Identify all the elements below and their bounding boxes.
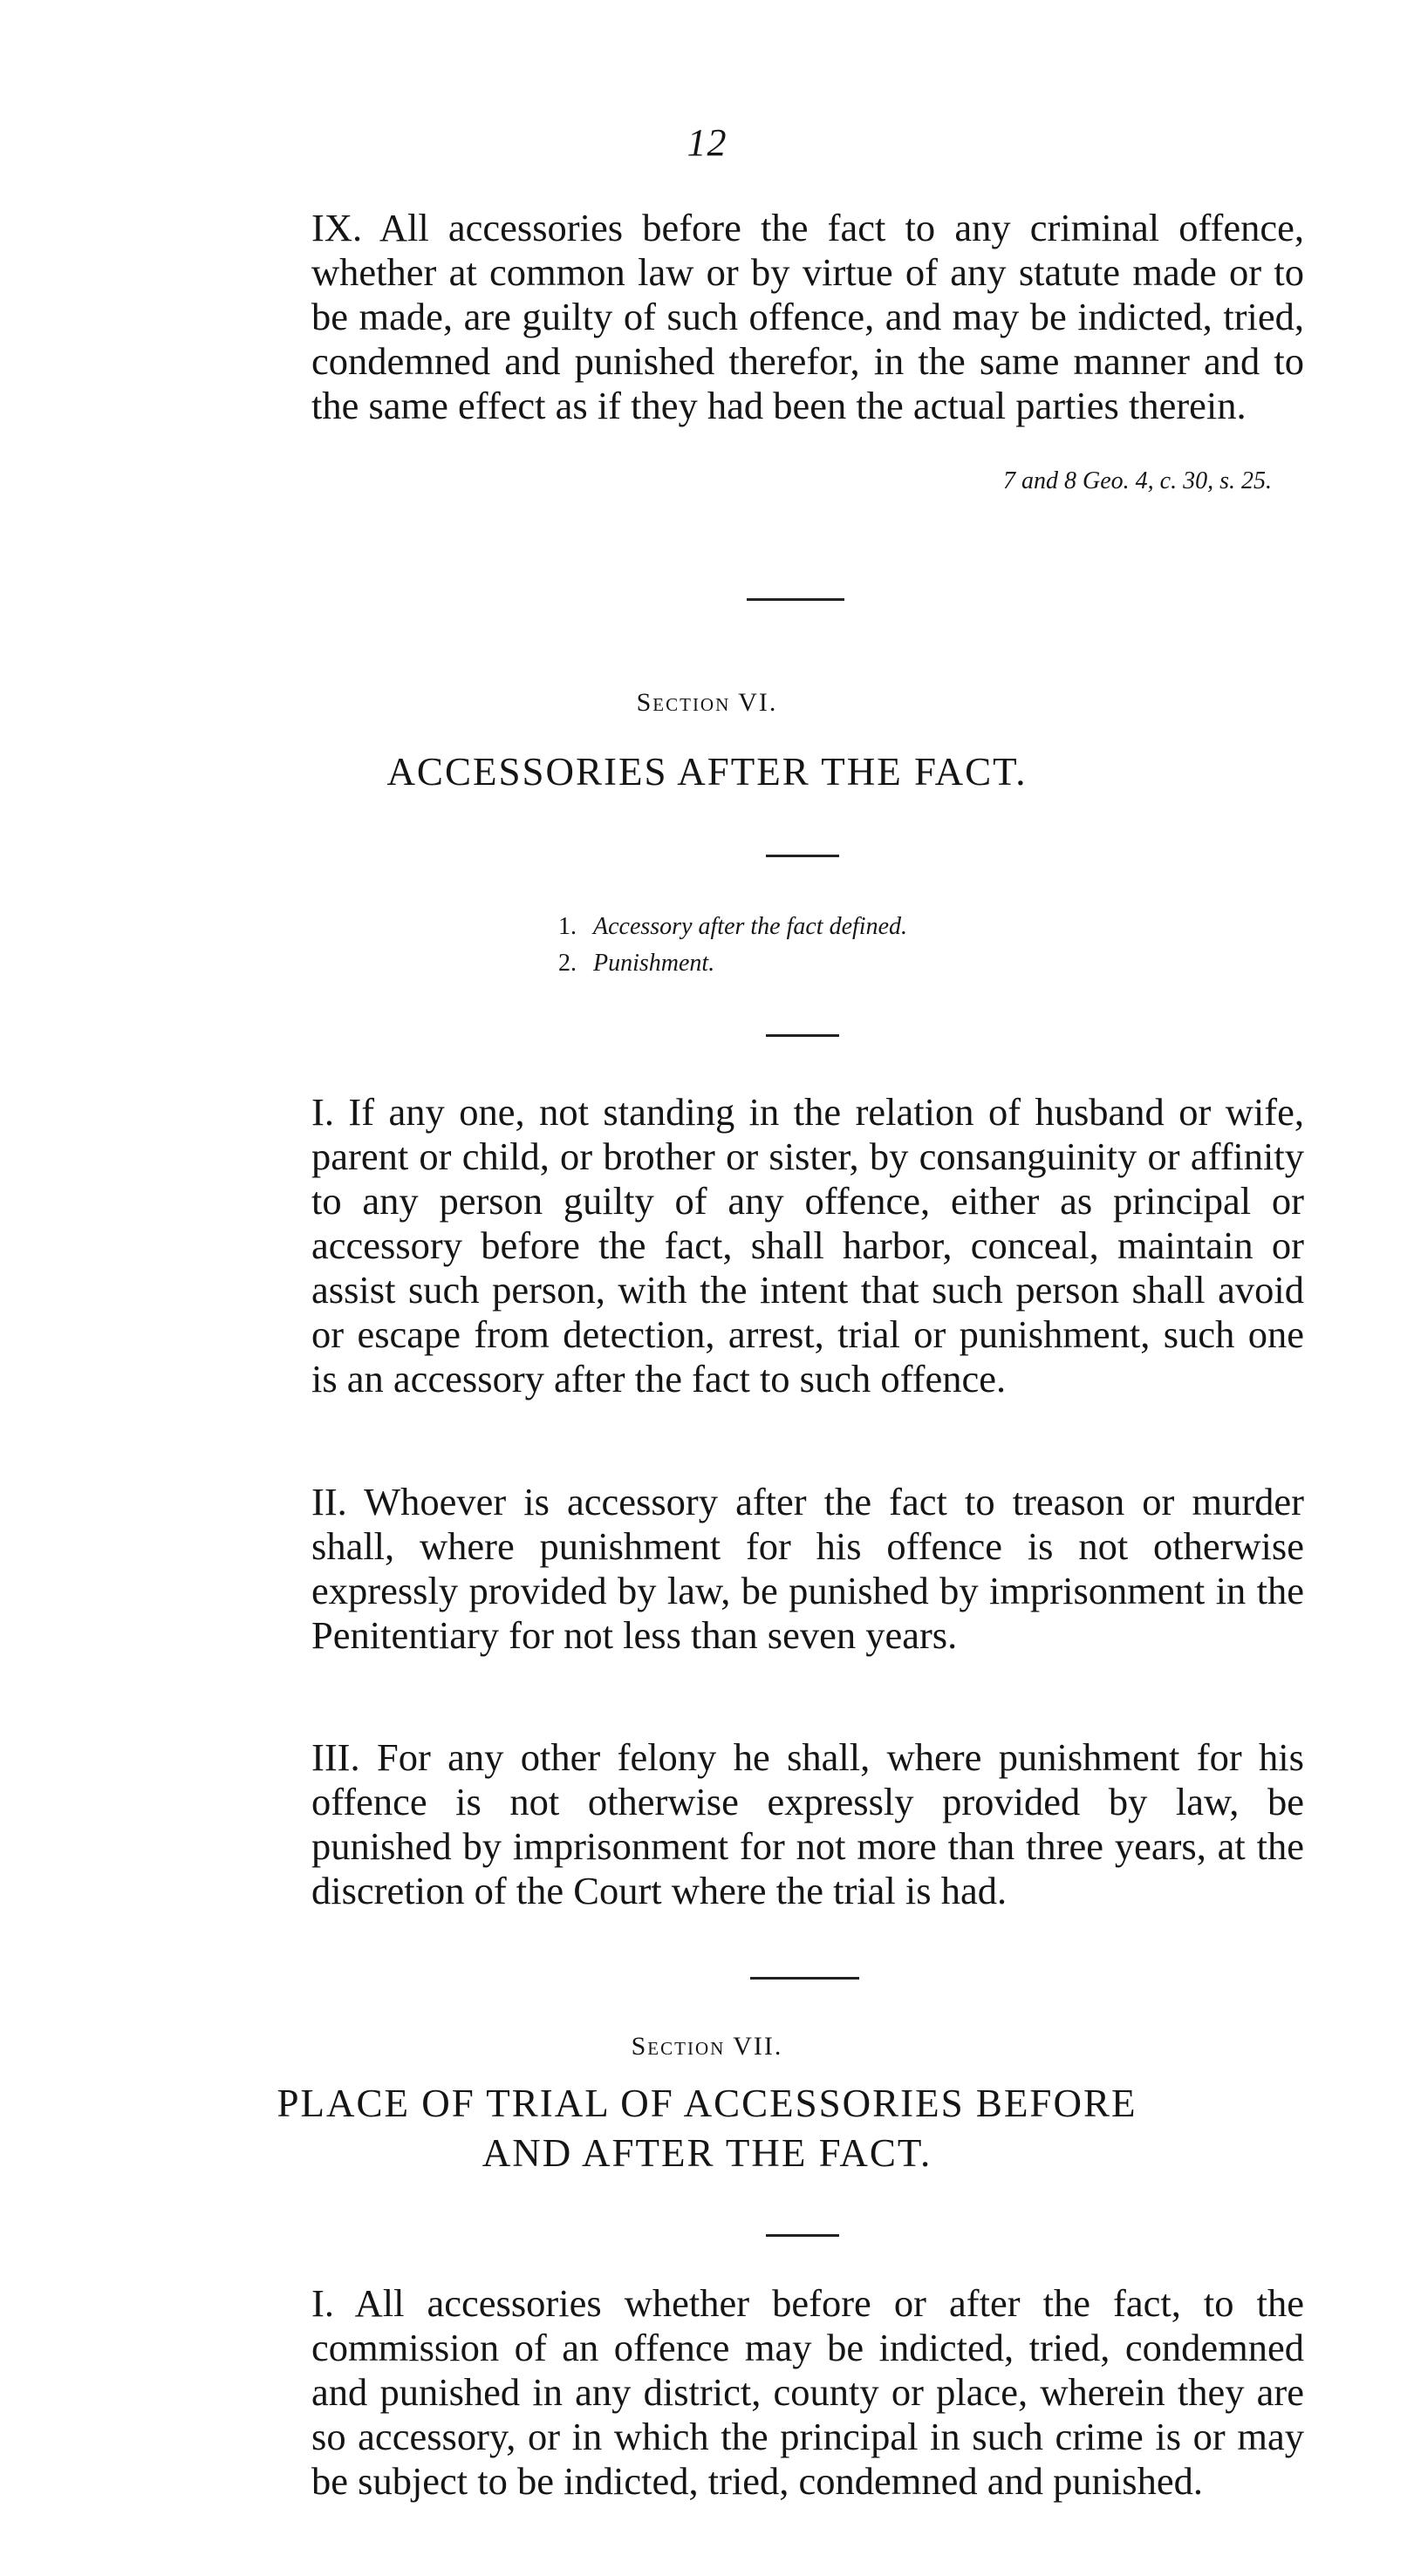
contents-divider [766, 1034, 839, 1037]
contents-item-number: 2. [558, 950, 577, 977]
heading-divider [766, 2234, 839, 2237]
contents-item [558, 909, 907, 945]
section-vi-contents [558, 909, 907, 982]
section-vi-paragraph-ii: II. Whoever is accessory after the fact to treason or murder shall, where punishment for his offence is not otherwise expressly provided by law, be punished by imprisonment in the Penitentiary for not less than seven years. [311, 1480, 1304, 1657]
section-divider [747, 598, 844, 601]
contents-item-text: Punishment. [593, 950, 715, 977]
section-vi-paragraph-iii: III. For any other felony he shall, where punishment for his offence is not otherwise expressly provided by law, be punished by imprisonment for not more than three years, at the discretion of the Court where the trial is had. [311, 1735, 1304, 1912]
section-vi-heading: ACCESSORIES AFTER THE FACT. [386, 750, 1028, 794]
contents-item-number: 1. [558, 913, 577, 940]
page-number: 12 [687, 121, 727, 164]
section-divider [750, 1977, 859, 1980]
section-vi-label: Section VI. [636, 688, 778, 717]
contents-item [558, 945, 907, 982]
contents-item-text: Accessory after the fact defined. [593, 913, 907, 940]
heading-divider [766, 855, 839, 857]
paragraph-ix: IX. All accessories before the fact to any criminal offence, whether at common law or by virtue of any statute made or to be made, are guilty of such offence, and may be indicted, tried, condemned and punished therefor, in the same manner and to the same effect as if they had been the actual parties therein. [311, 206, 1304, 427]
section-vii-label: Section VII. [631, 2032, 783, 2061]
section-vii-heading-line2: AND AFTER THE FACT. [482, 2131, 932, 2175]
statute-citation: 7 and 8 Geo. 4, c. 30, s. 25. [1003, 467, 1272, 494]
section-vi-paragraph-i: I. If any one, not standing in the relation of husband or wife, parent or child, or brother or sister, by consanguinity or affinity to any person guilty of any offence, either as principal or accessory before the fact, shall harbor, conceal, maintain or assist such person, with the intent that such person shall avoid or escape from detection, arrest, trial or punishment, such one is an accessory after the fact to such offence. [311, 1090, 1304, 1400]
section-vii-paragraph-i: I. All accessories whether before or after the fact, to the commission of an offence may be indicted, tried, condemned and punished in any district, county or place, wherein they are so accessory, or in which the principal in such crime is or may be subject to be indicted, tried, condemned and punished. [311, 2281, 1304, 2503]
section-vii-heading-line1: PLACE OF TRIAL OF ACCESSORIES BEFORE [277, 2082, 1137, 2125]
